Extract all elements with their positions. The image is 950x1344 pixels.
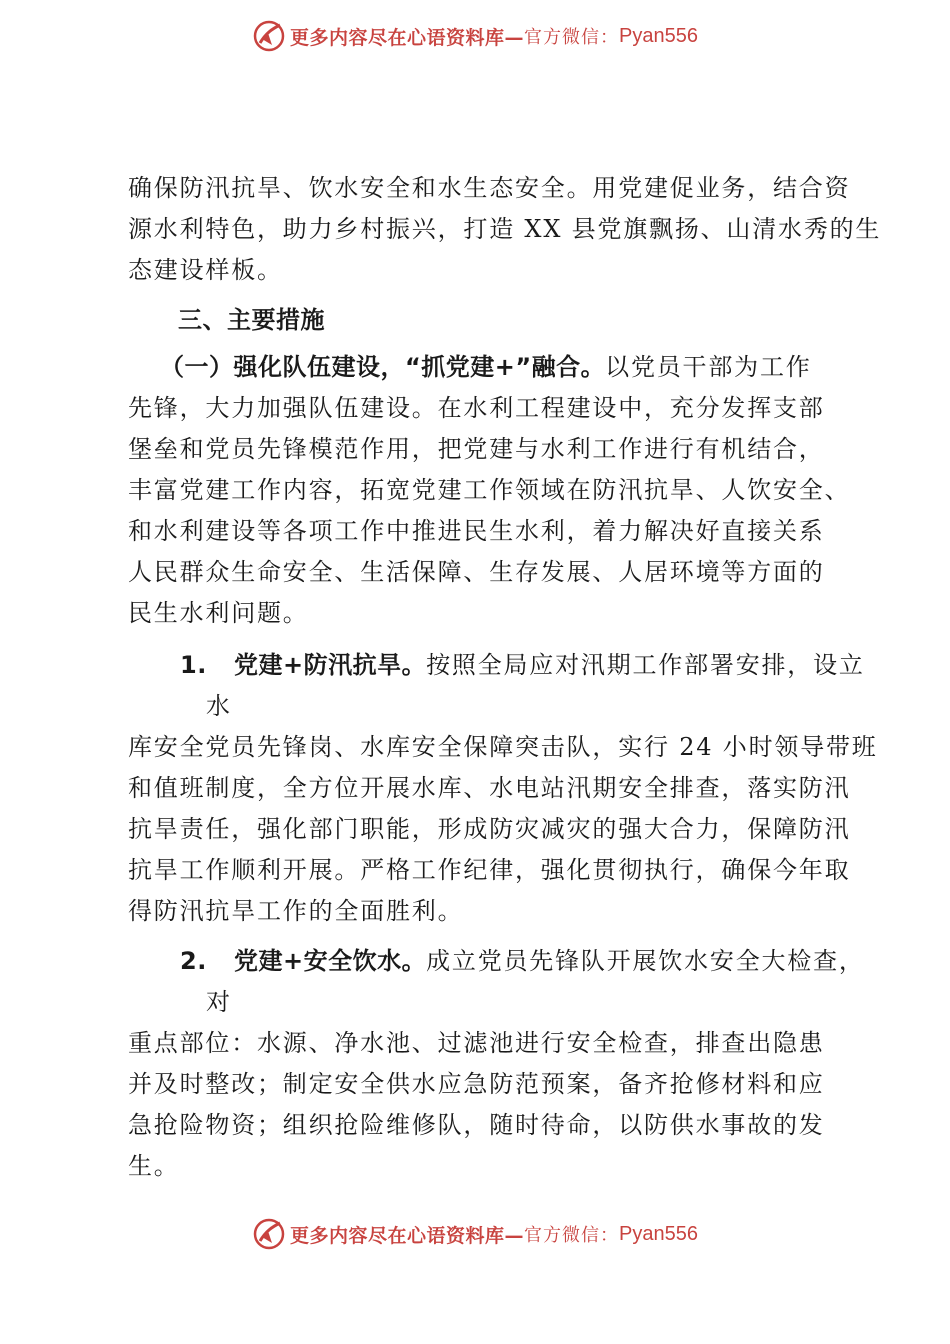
item-title: 党建+安全饮水。 bbox=[234, 947, 427, 975]
item-title: 党建+防汛抗旱。 bbox=[234, 651, 427, 679]
item-number: 2. bbox=[180, 947, 207, 975]
body-line: 急抢险物资；组织抢险维修队，随时待命，以防供水事故的发 bbox=[128, 1111, 825, 1139]
body-line: 民生水利问题。 bbox=[128, 599, 309, 627]
watermark-header bbox=[0, 14, 950, 58]
body-line: 并及时整改；制定安全供水应急防范预案，备齐抢修材料和应 bbox=[128, 1070, 825, 1098]
section-heading: 三、主要措施 bbox=[178, 306, 325, 334]
body-line: 态建设样板。 bbox=[128, 256, 283, 284]
body-line: 确保防汛抗旱、饮水安全和水生态安全。用党建促业务，结合资 bbox=[128, 174, 851, 202]
subsection-title: （一）强化队伍建设，“抓党建+”融合。 bbox=[160, 353, 606, 381]
item-first-text: 成立党员先锋队开展饮水安全大检查， bbox=[426, 947, 865, 975]
body-line: 库安全党员先锋岗、水库安全保障突击队，实行 24 小时领导带班 bbox=[128, 733, 878, 761]
subsection-first-line bbox=[160, 352, 812, 382]
watermark-wechat-label: 官方微信： bbox=[524, 27, 620, 48]
watermark-text: 更多内容尽在心语资料库— bbox=[290, 26, 525, 49]
item-wrap-char: 水 bbox=[206, 692, 232, 720]
watermark-wechat-id: Pyan556 bbox=[619, 1222, 698, 1245]
body-line: 先锋，大力加强队伍建设。在水利工程建设中，充分发挥支部 bbox=[128, 394, 825, 422]
item-number: 1. bbox=[180, 651, 207, 679]
body-line: 人民群众生命安全、生活保障、生存发展、人居环境等方面的 bbox=[128, 558, 825, 586]
body-line: 和值班制度，全方位开展水库、水电站汛期安全排查，落实防汛 bbox=[128, 774, 851, 802]
watermark-footer bbox=[0, 1212, 950, 1256]
item-first-text: 按照全局应对汛期工作部署安排，设立 bbox=[426, 651, 865, 679]
body-line: 堡垒和党员先锋模范作用，把党建与水利工作进行有机结合， bbox=[128, 435, 825, 463]
subsection-first-text: 以党员干部为工作 bbox=[605, 353, 812, 381]
pen-logo-icon bbox=[252, 19, 286, 53]
body-line: 得防汛抗旱工作的全面胜利。 bbox=[128, 897, 464, 925]
body-line: 和水利建设等各项工作中推进民生水利，着力解决好直接关系 bbox=[128, 517, 825, 545]
body-line: 抗旱工作顺利开展。严格工作纪律，强化贯彻执行，确保今年取 bbox=[128, 856, 851, 884]
body-line: 重点部位：水源、净水池、过滤池进行安全检查，排查出隐患 bbox=[128, 1029, 825, 1057]
item-wrap-char: 对 bbox=[206, 988, 232, 1016]
watermark-wechat-id: Pyan556 bbox=[619, 24, 698, 47]
pen-logo-icon bbox=[252, 1217, 286, 1251]
watermark-wechat-label: 官方微信： bbox=[524, 1225, 620, 1246]
body-line: 源水利特色，助力乡村振兴，打造 XX 县党旗飘扬、山清水秀的生 bbox=[128, 215, 882, 243]
body-line: 丰富党建工作内容，拓宽党建工作领域在防汛抗旱、人饮安全、 bbox=[128, 476, 851, 504]
item-first-line bbox=[180, 650, 865, 680]
watermark-text: 更多内容尽在心语资料库— bbox=[290, 1224, 525, 1247]
body-line: 生。 bbox=[128, 1152, 180, 1180]
item-first-line bbox=[180, 946, 865, 976]
body-line: 抗旱责任，强化部门职能，形成防灾减灾的强大合力，保障防汛 bbox=[128, 815, 851, 843]
